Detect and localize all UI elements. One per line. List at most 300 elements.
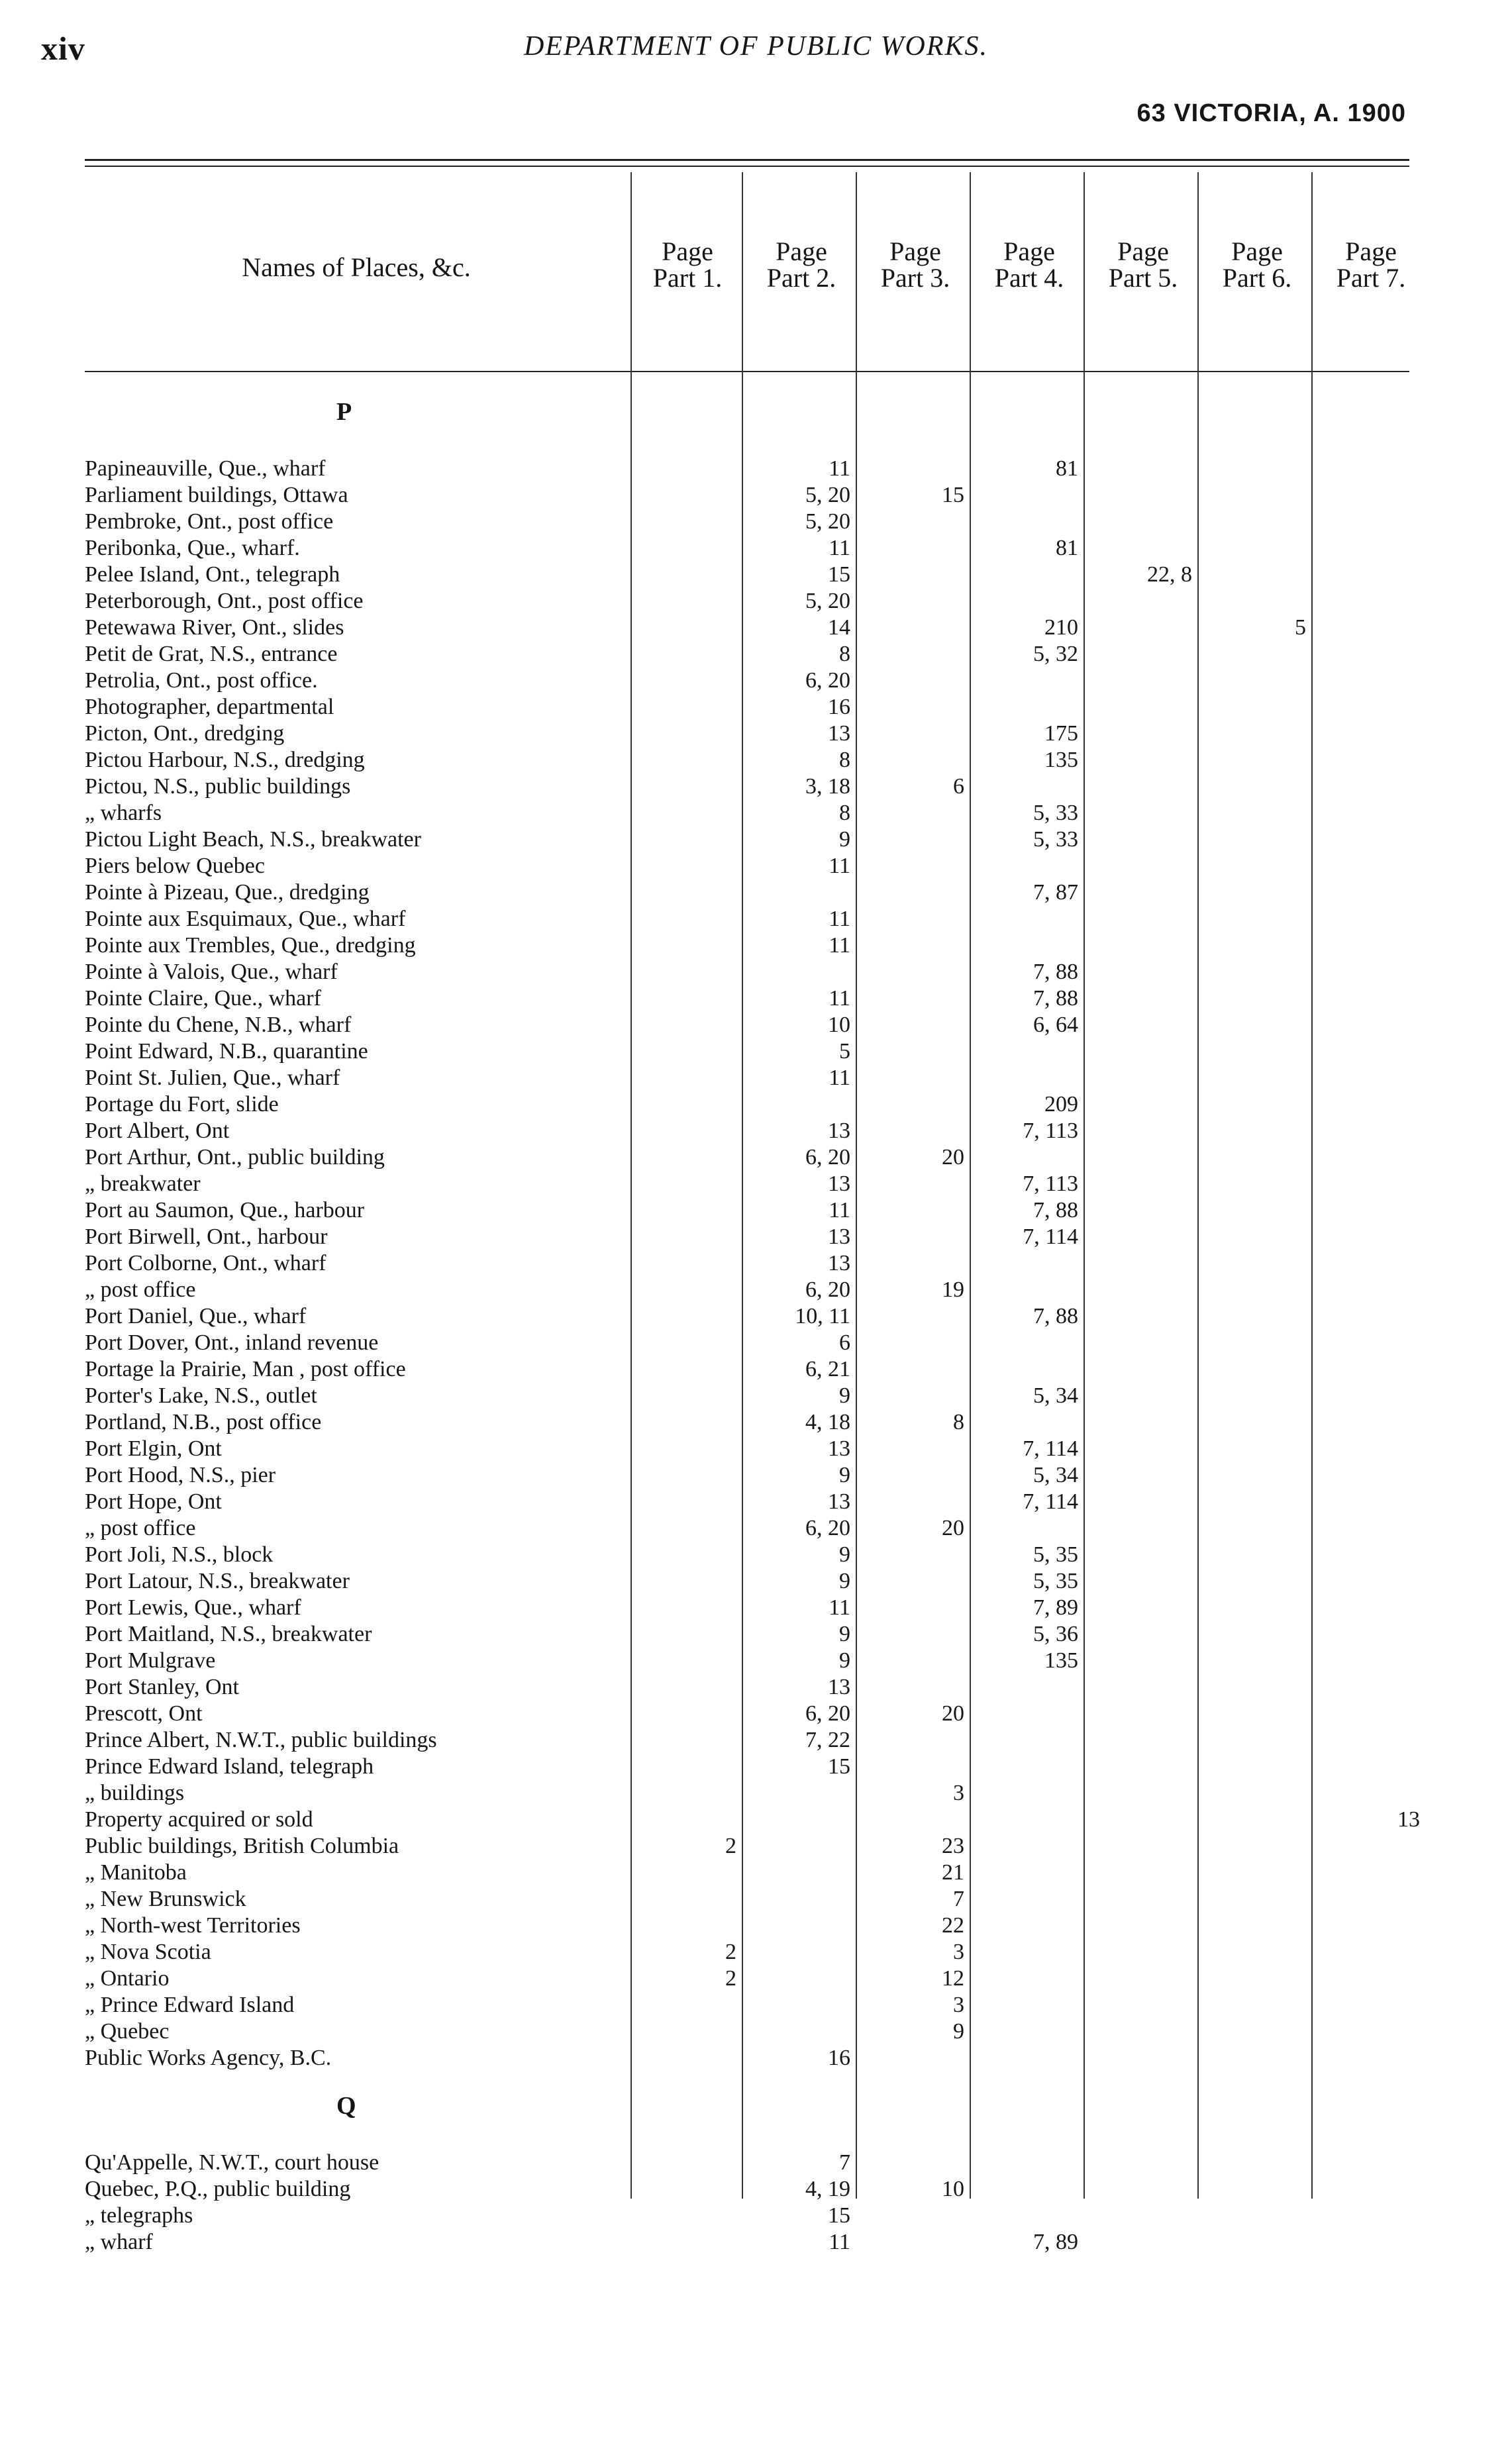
page-ref-cell xyxy=(744,1038,858,1065)
page-ref-cell xyxy=(1086,2045,1200,2071)
page-ref-cell xyxy=(858,1886,972,1913)
page-ref: 2 xyxy=(721,1834,736,1858)
index-row xyxy=(85,1409,1409,1436)
page-ref-cell xyxy=(1314,588,1428,615)
place-name xyxy=(85,879,628,906)
page-ref-cell xyxy=(630,1701,744,1727)
page-ref-cell xyxy=(972,1489,1086,1515)
page-ref-cell xyxy=(858,1568,972,1595)
page-ref-cell xyxy=(1086,721,1200,747)
page-ref-cell xyxy=(1314,1595,1428,1621)
page-ref-cell xyxy=(1086,1886,1200,1913)
index-row xyxy=(85,615,1409,641)
page-ref: 15 xyxy=(824,562,850,587)
page-ref-cell xyxy=(972,1250,1086,1277)
page-part-header-line1: Page xyxy=(889,236,941,266)
page-ref-cell xyxy=(744,1515,858,1542)
place-name xyxy=(85,1754,628,1780)
page-ref-cell xyxy=(630,1568,744,1595)
place-name-text: Public Works Agency, B.C. xyxy=(85,2046,335,2070)
page-ref: 10 xyxy=(824,1013,850,1037)
page-part-header-line1: Page xyxy=(1117,236,1169,266)
page-ref-cell xyxy=(630,668,744,694)
index-row xyxy=(85,456,1409,482)
page-ref: 9 xyxy=(835,1569,850,1593)
page-ref: 7, 87 xyxy=(1029,880,1078,905)
page-ref-cell xyxy=(1086,1780,1200,1807)
page-ref-cell xyxy=(1086,1913,1200,1939)
page-ref-cell xyxy=(972,906,1086,932)
place-name xyxy=(85,588,628,615)
page-ref-cell xyxy=(858,1595,972,1621)
page-ref-cell xyxy=(858,1409,972,1436)
page-ref-cell xyxy=(1314,2229,1428,2256)
page-ref-cell xyxy=(1200,588,1314,615)
page-part-header-line2: Part 6. xyxy=(1222,263,1292,293)
index-row xyxy=(85,1807,1420,1833)
index-row xyxy=(85,1595,1409,1621)
page-ref-cell xyxy=(1314,509,1428,535)
page-ref-cell xyxy=(744,1171,858,1197)
index-row xyxy=(85,1515,1409,1542)
place-name xyxy=(85,1383,628,1409)
place-name xyxy=(85,1277,628,1303)
page-ref-cell xyxy=(1086,2176,1200,2203)
page-ref-cell xyxy=(1314,1542,1428,1568)
place-name-text: „ telegraphs xyxy=(85,2203,197,2228)
page-part-header-line2: Part 1. xyxy=(652,263,723,293)
page-ref: 5, 20 xyxy=(801,483,850,507)
page-ref-cell xyxy=(630,1250,744,1277)
page-ref: 5, 20 xyxy=(801,589,850,613)
place-name xyxy=(85,747,628,773)
page-ref-cell xyxy=(1200,879,1314,906)
page-ref: 13 xyxy=(824,1119,850,1143)
page-ref-cell xyxy=(858,1171,972,1197)
place-name-text: Portland, N.B., post office xyxy=(85,1410,325,1434)
page-ref-cell xyxy=(1200,1144,1314,1171)
place-name-text: „ Quebec xyxy=(85,2019,173,2044)
page-ref-cell xyxy=(630,800,744,826)
page-ref-cell xyxy=(1200,1648,1314,1674)
page-ref-cell xyxy=(744,1807,858,1833)
page-ref-cell xyxy=(630,2229,744,2256)
page-ref: 9 xyxy=(835,1463,850,1487)
index-row xyxy=(85,535,1409,562)
page-ref-cell xyxy=(1200,1727,1314,1754)
page-ref-cell xyxy=(744,1436,858,1462)
page-ref: 5, 35 xyxy=(1029,1542,1078,1567)
index-row xyxy=(85,1621,1409,1648)
page-ref-cell xyxy=(972,1648,1086,1674)
index-row xyxy=(85,2203,1409,2229)
page-ref: 6, 20 xyxy=(801,1701,850,1726)
page-ref-cell xyxy=(1086,2018,1200,2045)
index-row xyxy=(85,588,1409,615)
page-ref-cell xyxy=(744,1595,858,1621)
page-ref-cell xyxy=(1314,1462,1428,1489)
page-ref-cell xyxy=(858,932,972,959)
page-ref-cell xyxy=(630,1595,744,1621)
place-name xyxy=(85,1648,628,1674)
page-ref-cell xyxy=(744,2229,858,2256)
index-row xyxy=(85,2150,1409,2176)
page-ref-cell xyxy=(972,1409,1086,1436)
page-ref-cell xyxy=(972,1939,1086,1966)
page-ref-cell xyxy=(972,721,1086,747)
place-name xyxy=(85,1065,628,1091)
page-ref: 3, 18 xyxy=(801,774,850,799)
page-ref-cell xyxy=(1314,1780,1428,1807)
page-ref: 4, 19 xyxy=(801,2177,850,2201)
page-ref-cell xyxy=(1200,1674,1314,1701)
page-ref: 11 xyxy=(825,2230,850,2254)
page-ref-cell xyxy=(1314,535,1428,562)
place-name-text: Pembroke, Ont., post office xyxy=(85,509,337,534)
page-ref-cell xyxy=(972,1118,1086,1144)
place-name xyxy=(85,1224,628,1250)
page-ref-cell xyxy=(630,1038,744,1065)
page-ref-cell xyxy=(1314,1833,1428,1860)
index-row xyxy=(85,1118,1409,1144)
page-ref-cell xyxy=(1086,1939,1200,1966)
place-name-text: Prince Albert, N.W.T., public buildings xyxy=(85,1728,441,1752)
place-name xyxy=(85,1118,628,1144)
place-name xyxy=(85,509,628,535)
place-name xyxy=(85,1409,628,1436)
index-row xyxy=(85,1674,1409,1701)
page-ref: 7, 22 xyxy=(801,1728,850,1752)
page-ref-cell xyxy=(1314,1118,1428,1144)
page-ref-cell xyxy=(858,509,972,535)
index-row xyxy=(85,826,1409,853)
page-ref-cell xyxy=(744,668,858,694)
page-ref: 13 xyxy=(824,1251,850,1275)
page-ref: 5, 34 xyxy=(1029,1463,1078,1487)
index-row xyxy=(85,1356,1409,1383)
page-ref-cell xyxy=(1314,1807,1428,1833)
page-ref-cell xyxy=(744,1648,858,1674)
page-ref-cell xyxy=(1200,2203,1314,2229)
page-ref-cell xyxy=(630,721,744,747)
page-ref-cell xyxy=(630,2018,744,2045)
place-name-text: Port Daniel, Que., wharf xyxy=(85,1304,310,1328)
place-name-text: Prince Edward Island, telegraph xyxy=(85,1754,378,1779)
page-ref: 15 xyxy=(938,483,964,507)
page-ref-cell xyxy=(858,985,972,1012)
page-ref: 22 xyxy=(938,1913,964,1938)
index-row xyxy=(85,879,1409,906)
place-name xyxy=(85,1144,628,1171)
page-ref-cell xyxy=(630,773,744,800)
place-name-text: Pictou Harbour, N.S., dredging xyxy=(85,748,369,772)
page-ref-cell xyxy=(1314,456,1428,482)
index-row xyxy=(85,1303,1409,1330)
page-ref: 5, 33 xyxy=(1029,827,1078,852)
index-row xyxy=(85,773,1409,800)
page-ref-cell xyxy=(1314,1992,1428,2018)
place-name xyxy=(85,1542,628,1568)
place-name-text: Property acquired or sold xyxy=(85,1807,317,1832)
place-name xyxy=(85,668,628,694)
page-ref-cell xyxy=(972,1727,1086,1754)
page-ref-cell xyxy=(858,721,972,747)
page-ref-cell xyxy=(630,562,744,588)
page-ref-cell xyxy=(1314,1489,1428,1515)
page-ref-cell xyxy=(1086,1542,1200,1568)
page-ref-cell xyxy=(1086,1966,1200,1992)
page-ref-cell xyxy=(972,2045,1086,2071)
page-ref-cell xyxy=(858,1966,972,1992)
place-name xyxy=(85,1701,628,1727)
page-ref: 16 xyxy=(824,695,850,719)
page-ref-cell xyxy=(1086,1197,1200,1224)
page-ref: 7, 113 xyxy=(1019,1171,1078,1196)
page-ref-cell xyxy=(858,1913,972,1939)
page-ref-cell xyxy=(630,1489,744,1515)
page-ref-cell xyxy=(972,668,1086,694)
page-ref-cell xyxy=(1086,2203,1200,2229)
index-row xyxy=(85,1383,1409,1409)
page-ref-cell xyxy=(858,1462,972,1489)
page-ref-cell xyxy=(858,1303,972,1330)
page-ref-cell xyxy=(1314,721,1428,747)
page-ref: 4, 18 xyxy=(801,1410,850,1434)
page-ref-cell xyxy=(744,879,858,906)
place-name-text: „ North-west Territories xyxy=(85,1913,305,1938)
page-ref-cell xyxy=(1086,1250,1200,1277)
page-ref: 7, 88 xyxy=(1029,1198,1078,1222)
index-row xyxy=(85,2045,1409,2071)
page-ref-cell xyxy=(972,2150,1086,2176)
page-ref-cell xyxy=(1314,1144,1428,1171)
page-ref-cell xyxy=(1314,1754,1428,1780)
page-ref-cell xyxy=(972,1966,1086,1992)
page-ref-cell xyxy=(1086,1356,1200,1383)
page-ref: 15 xyxy=(824,2203,850,2228)
page-ref-cell xyxy=(1314,1383,1428,1409)
page-ref-cell xyxy=(630,2150,744,2176)
index-row xyxy=(85,482,1409,509)
place-name xyxy=(85,1515,628,1542)
place-name xyxy=(85,2229,628,2256)
page-part-header-line1: Page xyxy=(1345,236,1397,266)
page-ref-cell xyxy=(630,1992,744,2018)
page-ref-cell xyxy=(972,1860,1086,1886)
place-name xyxy=(85,1595,628,1621)
page-ref-cell xyxy=(1086,826,1200,853)
page-ref-cell xyxy=(972,1462,1086,1489)
page-ref-cell xyxy=(858,1992,972,2018)
page-ref-cell xyxy=(630,694,744,721)
page-ref-cell xyxy=(858,2045,972,2071)
page-part-header-line1: Page xyxy=(1003,236,1055,266)
page-ref-cell xyxy=(1200,668,1314,694)
page-ref-cell xyxy=(630,2203,744,2229)
place-name xyxy=(85,2045,628,2071)
page-ref-cell xyxy=(744,932,858,959)
page-ref-cell xyxy=(858,694,972,721)
index-row xyxy=(85,1277,1409,1303)
page-ref-cell xyxy=(1200,1568,1314,1595)
page-ref-cell xyxy=(630,1118,744,1144)
page-ref: 10, 11 xyxy=(791,1304,850,1328)
page-ref: 81 xyxy=(1052,536,1078,560)
place-name xyxy=(85,1966,628,1992)
place-name-text: Port Hood, N.S., pier xyxy=(85,1463,279,1487)
page-ref-cell xyxy=(1086,1833,1200,1860)
page-ref-cell xyxy=(1086,562,1200,588)
page-ref-cell xyxy=(1086,482,1200,509)
page-ref-cell xyxy=(630,641,744,668)
page-ref-cell xyxy=(1314,853,1428,879)
page-ref-cell xyxy=(972,1171,1086,1197)
names-column-header: Names of Places, &c. xyxy=(242,252,471,282)
place-name-text: „ Prince Edward Island xyxy=(85,1993,298,2017)
page-ref-cell xyxy=(744,721,858,747)
page-ref: 7, 88 xyxy=(1029,960,1078,984)
place-name-text: Pointe aux Trembles, Que., dredging xyxy=(85,933,420,958)
page-ref-cell xyxy=(1314,747,1428,773)
page-ref: 14 xyxy=(824,615,850,640)
page-ref-cell xyxy=(1314,1966,1428,1992)
page-ref-cell xyxy=(1086,800,1200,826)
page-ref-cell xyxy=(630,906,744,932)
page-ref-cell xyxy=(858,2203,972,2229)
page-ref: 6 xyxy=(835,1330,850,1355)
place-name-text: Port Colborne, Ont., wharf xyxy=(85,1251,330,1275)
page-ref-cell xyxy=(1200,1012,1314,1038)
page-ref: 13 xyxy=(824,1171,850,1196)
place-name-text: Port Birwell, Ont., harbour xyxy=(85,1224,331,1249)
page-ref: 9 xyxy=(835,1648,850,1673)
place-name xyxy=(85,1171,628,1197)
page-ref-cell xyxy=(1314,1886,1428,1913)
page-ref: 20 xyxy=(938,1701,964,1726)
place-name-text: Port Mulgrave xyxy=(85,1648,219,1673)
place-name-text: Port Dover, Ont., inland revenue xyxy=(85,1330,382,1355)
place-name xyxy=(85,1621,628,1648)
page-ref-cell xyxy=(744,1913,858,1939)
page-ref-cell xyxy=(630,509,744,535)
index-row xyxy=(85,959,1409,985)
page-ref-cell xyxy=(744,1224,858,1250)
page-ref-cell xyxy=(858,1701,972,1727)
page-ref-cell xyxy=(630,1542,744,1568)
page-ref-cell xyxy=(972,1754,1086,1780)
page-ref-cell xyxy=(1086,1674,1200,1701)
place-name-text: Port Albert, Ont xyxy=(85,1119,233,1143)
page-ref-cell xyxy=(1200,1515,1314,1542)
page-ref-cell xyxy=(1200,1886,1314,1913)
index-row xyxy=(85,800,1409,826)
page-ref-cell xyxy=(858,2018,972,2045)
page-ref-cell xyxy=(1086,668,1200,694)
page-ref-cell xyxy=(1314,800,1428,826)
page-ref-cell xyxy=(972,1542,1086,1568)
index-row xyxy=(85,641,1409,668)
page-ref: 7, 89 xyxy=(1029,2230,1078,2254)
place-name-text: „ post office xyxy=(85,1277,199,1302)
page-ref-cell xyxy=(630,1860,744,1886)
page-ref-cell xyxy=(630,826,744,853)
page-ref: 11 xyxy=(825,933,850,958)
page-ref-cell xyxy=(1314,1939,1428,1966)
place-name-text: Pointe à Valois, Que., wharf xyxy=(85,960,342,984)
page-ref-cell xyxy=(1086,1065,1200,1091)
page-ref-cell xyxy=(744,1409,858,1436)
page-ref-cell xyxy=(972,1701,1086,1727)
page-ref-cell xyxy=(1086,1701,1200,1727)
index-row xyxy=(85,2229,1409,2256)
page-ref-cell xyxy=(1086,1303,1200,1330)
page-ref-cell xyxy=(1314,959,1428,985)
place-name xyxy=(85,1833,628,1860)
page-ref-cell xyxy=(744,535,858,562)
page-ref-cell xyxy=(744,615,858,641)
page-ref-cell xyxy=(1200,1383,1314,1409)
page-ref-cell xyxy=(630,1303,744,1330)
place-name xyxy=(85,1197,628,1224)
page-ref-cell xyxy=(858,1118,972,1144)
page-ref-cell xyxy=(972,1383,1086,1409)
page-ref-cell xyxy=(744,1780,858,1807)
page-ref: 9 xyxy=(835,1622,850,1646)
page-ref-cell xyxy=(1200,1701,1314,1727)
index-row xyxy=(85,1886,1409,1913)
index-row xyxy=(85,1860,1409,1886)
page-ref-cell xyxy=(972,879,1086,906)
page-ref-cell xyxy=(858,1542,972,1568)
page-ref-cell xyxy=(744,1065,858,1091)
page-ref: 11 xyxy=(825,1198,850,1222)
page-ref-cell xyxy=(630,1436,744,1462)
page-ref-cell xyxy=(1086,1118,1200,1144)
page-part-header xyxy=(1314,238,1428,291)
page-part-header xyxy=(972,238,1086,291)
page-ref-cell xyxy=(744,1754,858,1780)
index-row xyxy=(85,2176,1409,2203)
page-ref: 16 xyxy=(824,2046,850,2070)
page-ref-cell xyxy=(858,1727,972,1754)
page-ref-cell xyxy=(1086,2150,1200,2176)
page-part-header xyxy=(630,238,744,291)
place-name-text: Parliament buildings, Ottawa xyxy=(85,483,352,507)
index-row xyxy=(85,509,1409,535)
place-name-text: Quebec, P.Q., public building xyxy=(85,2177,354,2201)
page-ref-cell xyxy=(972,1515,1086,1542)
page-ref-cell xyxy=(1086,959,1200,985)
page-ref: 3 xyxy=(949,1940,964,1964)
page-ref-cell xyxy=(630,1277,744,1303)
index-row xyxy=(85,1701,1409,1727)
page-ref-cell xyxy=(1314,1250,1428,1277)
page-ref-cell xyxy=(744,1197,858,1224)
running-title: DEPARTMENT OF PUBLIC WORKS. xyxy=(523,31,989,62)
page-ref-cell xyxy=(630,985,744,1012)
page-ref-cell xyxy=(1086,694,1200,721)
index-row xyxy=(85,1197,1409,1224)
page-ref-cell xyxy=(1086,615,1200,641)
page-ref-cell xyxy=(1086,906,1200,932)
place-name xyxy=(85,2176,628,2203)
page-ref-cell xyxy=(858,1356,972,1383)
page-ref-cell xyxy=(1200,1913,1314,1939)
page-ref-cell xyxy=(1200,509,1314,535)
place-name-text: Public buildings, British Columbia xyxy=(85,1834,403,1858)
page-ref-cell xyxy=(1314,1171,1428,1197)
page-ref: 5, 32 xyxy=(1029,642,1078,666)
